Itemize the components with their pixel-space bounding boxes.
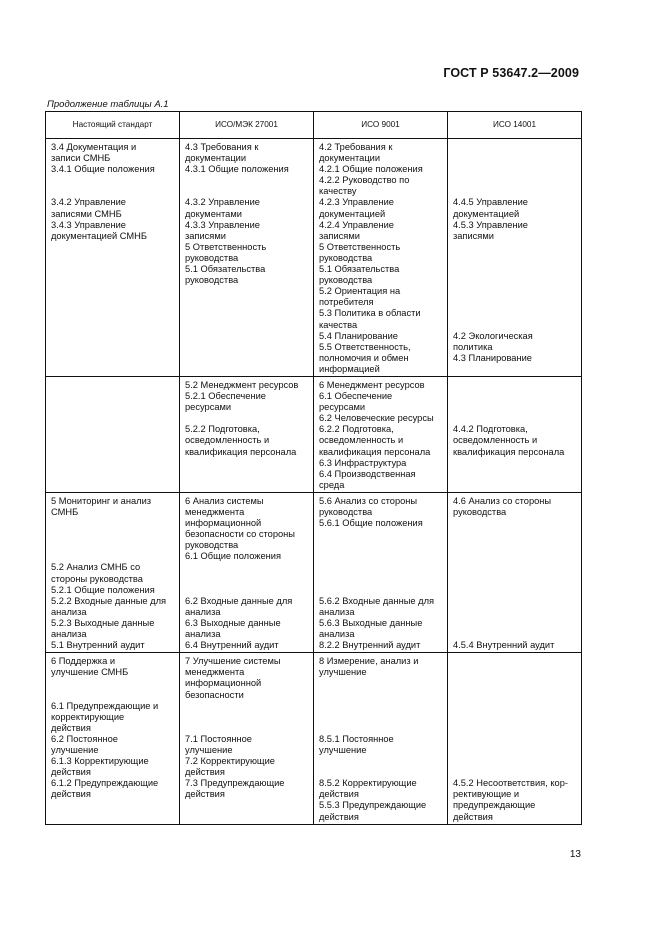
- cell-line: ресурсами: [319, 402, 366, 413]
- cell-line: 4.2.1 Общие положения: [319, 164, 423, 175]
- cell-line: руководства: [185, 540, 239, 551]
- cell-line: 4.2.4 Управление: [319, 219, 394, 230]
- spacer-line: [51, 175, 175, 186]
- table-row: [46, 653, 582, 824]
- cell-line: 5.2.3 Выходные данные: [51, 617, 155, 628]
- cell-line: руководства: [185, 252, 239, 263]
- cell-line: 6 Менеджмент ресурсов: [319, 379, 425, 390]
- table-cell: [448, 139, 582, 377]
- spacer-line: [453, 391, 577, 402]
- cell-line: 5.1 Обязательства: [319, 264, 400, 275]
- cell-line: 6.1 Предупреждающие и: [51, 700, 159, 711]
- cell-line: осведомленность и: [185, 435, 270, 446]
- spacer-line: [185, 413, 309, 424]
- spacer-line: [185, 175, 309, 186]
- cell-line: 6.2 Входные данные для: [185, 595, 293, 606]
- column-header: ИСО/МЭК 27001: [180, 112, 314, 139]
- cell-line: 7.2 Корректирующие: [185, 756, 275, 767]
- document-code: ГОСТ Р 53647.2—2009: [443, 66, 579, 80]
- cell-line: 6.4 Производственная: [319, 468, 416, 479]
- spacer-line: [185, 574, 309, 585]
- spacer-line: [453, 767, 577, 778]
- cell-line: 5 Ответственность: [185, 241, 267, 252]
- cell-line: действия: [319, 811, 359, 822]
- cell-line: информационной: [185, 518, 262, 529]
- column-header: ИСО 9001: [314, 112, 448, 139]
- cell-line: руководства: [185, 275, 239, 286]
- spacer-line: [453, 540, 577, 551]
- cell-line: записи СМНБ: [51, 153, 111, 164]
- spacer-line: [453, 690, 577, 701]
- spacer-line: [453, 629, 577, 640]
- cell-line: записями: [185, 230, 226, 241]
- cell-line: документации: [319, 153, 381, 164]
- cell-line: 5.1 Внутренний аудит: [51, 640, 145, 651]
- cell-line: 6.2 Постоянное: [51, 733, 118, 744]
- cell-line: 5.2.1 Обеспечение: [185, 391, 266, 402]
- cell-line: 4.2 Экологическая: [453, 330, 533, 341]
- cell-line: потребителя: [319, 297, 374, 308]
- spacer-line: [453, 656, 577, 667]
- cell-line: 5.2 Менеджмент ресурсов: [185, 379, 299, 390]
- cell-line: 4.5.3 Управление: [453, 219, 528, 230]
- spacer-line: [453, 380, 577, 391]
- spacer-line: [453, 175, 577, 186]
- cell-line: действия: [319, 789, 359, 800]
- cell-line: 5.6.2 Входные данные для: [319, 595, 435, 606]
- spacer-line: [453, 596, 577, 607]
- spacer-line: [453, 574, 577, 585]
- cell-line: улучшение: [319, 667, 367, 678]
- cell-line: документацией СМНБ: [51, 230, 147, 241]
- cell-line: ресурсами: [185, 402, 232, 413]
- cell-line: улучшение: [319, 744, 367, 755]
- cell-line: документацией: [453, 208, 520, 219]
- cell-line: менеджмента: [185, 507, 245, 517]
- table-cell: [46, 492, 180, 652]
- cell-line: анализа: [319, 606, 355, 617]
- spacer-line: [453, 308, 577, 319]
- cell-line: действия: [185, 767, 225, 778]
- cell-line: анализа: [51, 629, 87, 640]
- cell-line: 5.2 Ориентация на: [319, 286, 401, 297]
- cell-line: полномочия и обмен: [319, 352, 409, 363]
- cell-line: улучшение СМНБ: [51, 667, 129, 678]
- cell-line: информацией: [319, 363, 380, 374]
- spacer-line: [453, 667, 577, 678]
- cell-line: руководства: [319, 507, 373, 517]
- cell-line: 6.4 Внутренний аудит: [185, 640, 279, 651]
- cell-line: документацией: [319, 208, 386, 219]
- table-cell: [448, 376, 582, 492]
- table-cell: [180, 139, 314, 377]
- cell-line: 3.4.1 Общие положения: [51, 164, 155, 175]
- cell-line: руководства: [319, 252, 373, 263]
- spacer-line: [453, 297, 577, 308]
- cell-line: среда: [319, 479, 345, 490]
- cell-line: 5.4 Планирование: [319, 330, 398, 341]
- cell-line: квалификация персонала: [319, 446, 431, 457]
- cell-line: действия: [51, 722, 91, 733]
- cell-line: 4.4.5 Управление: [453, 197, 528, 208]
- spacer-line: [453, 402, 577, 413]
- cell-line: осведомленность и: [453, 435, 538, 446]
- spacer-line: [319, 678, 443, 689]
- table-cell: [314, 653, 448, 824]
- spacer-line: [51, 529, 175, 540]
- cell-line: предупреждающие: [453, 800, 536, 811]
- spacer-line: [453, 142, 577, 153]
- spacer-line: [185, 186, 309, 197]
- cell-line: 5.6.1 Общие положения: [319, 518, 423, 529]
- table-cell: [180, 653, 314, 824]
- cell-line: качеству: [319, 186, 357, 197]
- spacer-line: [453, 529, 577, 540]
- spacer-line: [51, 678, 175, 689]
- cell-line: 4.3.3 Управление: [185, 219, 260, 230]
- spacer-line: [319, 690, 443, 701]
- cell-line: информационной: [185, 678, 262, 689]
- spacer-line: [453, 745, 577, 756]
- spacer-line: [453, 518, 577, 529]
- cell-line: 4.2 Требования к: [319, 142, 393, 152]
- spacer-line: [453, 723, 577, 734]
- cell-line: качества: [319, 319, 358, 330]
- cell-line: анализа: [185, 629, 221, 640]
- table-cell: [448, 492, 582, 652]
- spacer-line: [453, 551, 577, 562]
- spacer-line: [453, 264, 577, 275]
- spacer-line: [51, 690, 175, 701]
- spacer-line: [453, 712, 577, 723]
- cell-line: 6.2.2 Подготовка,: [319, 424, 394, 435]
- spacer-line: [453, 562, 577, 573]
- cell-line: 4.2.3 Управление: [319, 197, 394, 208]
- spacer-line: [319, 712, 443, 723]
- cell-line: 4.3 Планирование: [453, 352, 532, 363]
- page-number: 13: [569, 849, 581, 860]
- table-caption: Продолжение таблицы А.1: [47, 99, 169, 110]
- spacer-line: [319, 529, 443, 540]
- cell-line: 5.5.3 Предупреждающие: [319, 800, 427, 811]
- spacer-line: [319, 574, 443, 585]
- spacer-line: [319, 540, 443, 551]
- table-cell: [314, 139, 448, 377]
- cell-line: 8.2.2 Внутренний аудит: [319, 640, 421, 651]
- spacer-line: [453, 585, 577, 596]
- cell-line: 6 Поддержка и: [51, 656, 116, 667]
- cell-line: 5.2 Анализ СМНБ со: [51, 562, 141, 573]
- column-header: ИСО 14001: [448, 112, 582, 139]
- cell-line: 6 Анализ системы: [185, 495, 264, 506]
- cell-line: 5.2.2 Входные данные для: [51, 595, 167, 606]
- cell-line: 6.2 Человеческие ресурсы: [319, 413, 434, 424]
- cell-line: руководства: [319, 275, 373, 286]
- spacer-line: [51, 540, 175, 551]
- cell-line: 4.3.2 Управление: [185, 197, 260, 208]
- cell-line: стороны руководства: [51, 573, 143, 584]
- cell-line: действия: [453, 811, 493, 822]
- spacer-line: [185, 562, 309, 573]
- cell-line: действия: [51, 767, 91, 778]
- spacer-line: [453, 678, 577, 689]
- cell-line: безопасности со стороны: [185, 529, 295, 540]
- cell-line: записями СМНБ: [51, 208, 122, 219]
- cell-line: рективующие и: [453, 789, 520, 800]
- cell-line: менеджмента: [185, 667, 245, 678]
- table-cell: [46, 653, 180, 824]
- cell-line: 4.5.4 Внутренний аудит: [453, 640, 555, 651]
- table-cell: [448, 653, 582, 824]
- spacer-line: [319, 701, 443, 712]
- cell-line: 7.1 Постоянное: [185, 733, 252, 744]
- cell-line: 5.2.1 Общие положения: [51, 584, 155, 595]
- spacer-line: [319, 756, 443, 767]
- cell-line: 3.4.2 Управление: [51, 197, 126, 208]
- spacer-line: [319, 723, 443, 734]
- spacer-line: [51, 518, 175, 529]
- cell-line: руководства: [453, 507, 507, 517]
- spacer-line: [453, 153, 577, 164]
- spacer-line: [453, 701, 577, 712]
- cell-line: анализа: [319, 629, 355, 640]
- spacer-line: [185, 723, 309, 734]
- cell-line: квалификация персонала: [453, 446, 565, 457]
- cell-line: записями: [453, 230, 494, 241]
- spacer-line: [453, 186, 577, 197]
- cell-line: анализа: [51, 606, 87, 617]
- cell-line: 5.6 Анализ со стороны: [319, 495, 418, 506]
- cell-line: 7 Улучшение системы: [185, 656, 281, 667]
- table-cell: [180, 376, 314, 492]
- cell-line: 5 Ответственность: [319, 241, 401, 252]
- spacer-line: [453, 275, 577, 286]
- spacer-line: [453, 734, 577, 745]
- cell-line: квалификация персонала: [185, 446, 297, 457]
- spacer-line: [185, 701, 309, 712]
- cell-line: документами: [185, 208, 242, 219]
- cell-line: осведомленность и: [319, 435, 404, 446]
- cell-line: анализа: [185, 606, 221, 617]
- spacer-line: [185, 712, 309, 723]
- table-row: [46, 139, 582, 377]
- cell-line: 6.3 Инфраструктура: [319, 457, 407, 468]
- cell-line: 6.1 Общие положения: [185, 551, 282, 562]
- cell-line: политика: [453, 341, 493, 352]
- cell-line: 4.3 Требования к: [185, 142, 259, 152]
- cell-line: 4.3.1 Общие положения: [185, 164, 289, 175]
- table-header-row: [46, 112, 582, 139]
- cell-line: СМНБ: [51, 507, 79, 517]
- cell-line: 6.1 Обеспечение: [319, 391, 393, 402]
- cell-line: действия: [51, 789, 91, 800]
- cell-line: безопасности: [185, 689, 244, 700]
- spacer-line: [319, 767, 443, 778]
- table-cell: [46, 139, 180, 377]
- spacer-line: [453, 756, 577, 767]
- spacer-line: [453, 320, 577, 331]
- cell-line: 6.3 Выходные данные: [185, 617, 281, 628]
- spacer-line: [453, 242, 577, 253]
- cell-line: действия: [185, 789, 225, 800]
- cell-line: 8.5.1 Постоянное: [319, 733, 394, 744]
- table-cell: [180, 492, 314, 652]
- table-cell: [314, 492, 448, 652]
- table-row: [46, 492, 582, 652]
- spacer-line: [319, 585, 443, 596]
- cell-line: 4.5.2 Несоответствия, кор-: [453, 778, 568, 789]
- spacer-line: [453, 286, 577, 297]
- cell-line: улучшение: [185, 744, 233, 755]
- spacer-line: [185, 585, 309, 596]
- cell-line: 8.5.2 Корректирующие: [319, 778, 417, 789]
- cell-line: 7.3 Предупреждающие: [185, 778, 285, 789]
- spacer-line: [453, 253, 577, 264]
- cell-line: корректирующие: [51, 711, 125, 722]
- cell-line: 6.1.2 Предупреждающие: [51, 778, 159, 789]
- cell-line: 5.1 Обязательства: [185, 264, 266, 275]
- table-cell: [46, 376, 180, 492]
- cell-line: документации: [185, 153, 247, 164]
- cell-line: 5.2.2 Подготовка,: [185, 424, 260, 435]
- cell-line: 6.1.3 Корректирующие: [51, 756, 149, 767]
- cell-line: 4.2.2 Руководство по: [319, 175, 410, 186]
- cell-line: улучшение: [51, 744, 99, 755]
- spacer-line: [51, 186, 175, 197]
- cell-line: 5 Мониторинг и анализ: [51, 495, 152, 506]
- spacer-line: [319, 551, 443, 562]
- cell-line: 3.4 Документация и: [51, 142, 137, 152]
- spacer-line: [453, 413, 577, 424]
- cell-line: 3.4.3 Управление: [51, 219, 126, 230]
- table-cell: [314, 376, 448, 492]
- cell-line: 8 Измерение, анализ и: [319, 656, 419, 667]
- spacer-line: [51, 551, 175, 562]
- spacer-line: [453, 164, 577, 175]
- spacer-line: [319, 562, 443, 573]
- cell-line: 5.5 Ответственность,: [319, 341, 411, 352]
- spacer-line: [453, 618, 577, 629]
- comparison-table: [45, 111, 582, 825]
- cell-line: 4.4.2 Подготовка,: [453, 424, 528, 435]
- cell-line: 4.6 Анализ со стороны: [453, 495, 552, 506]
- table-row: [46, 376, 582, 492]
- cell-line: 5.6.3 Выходные данные: [319, 617, 423, 628]
- column-header: Настоящий стандарт: [46, 112, 180, 139]
- cell-line: записями: [319, 230, 360, 241]
- cell-line: 5.3 Политика в области: [319, 308, 421, 319]
- spacer-line: [453, 607, 577, 618]
